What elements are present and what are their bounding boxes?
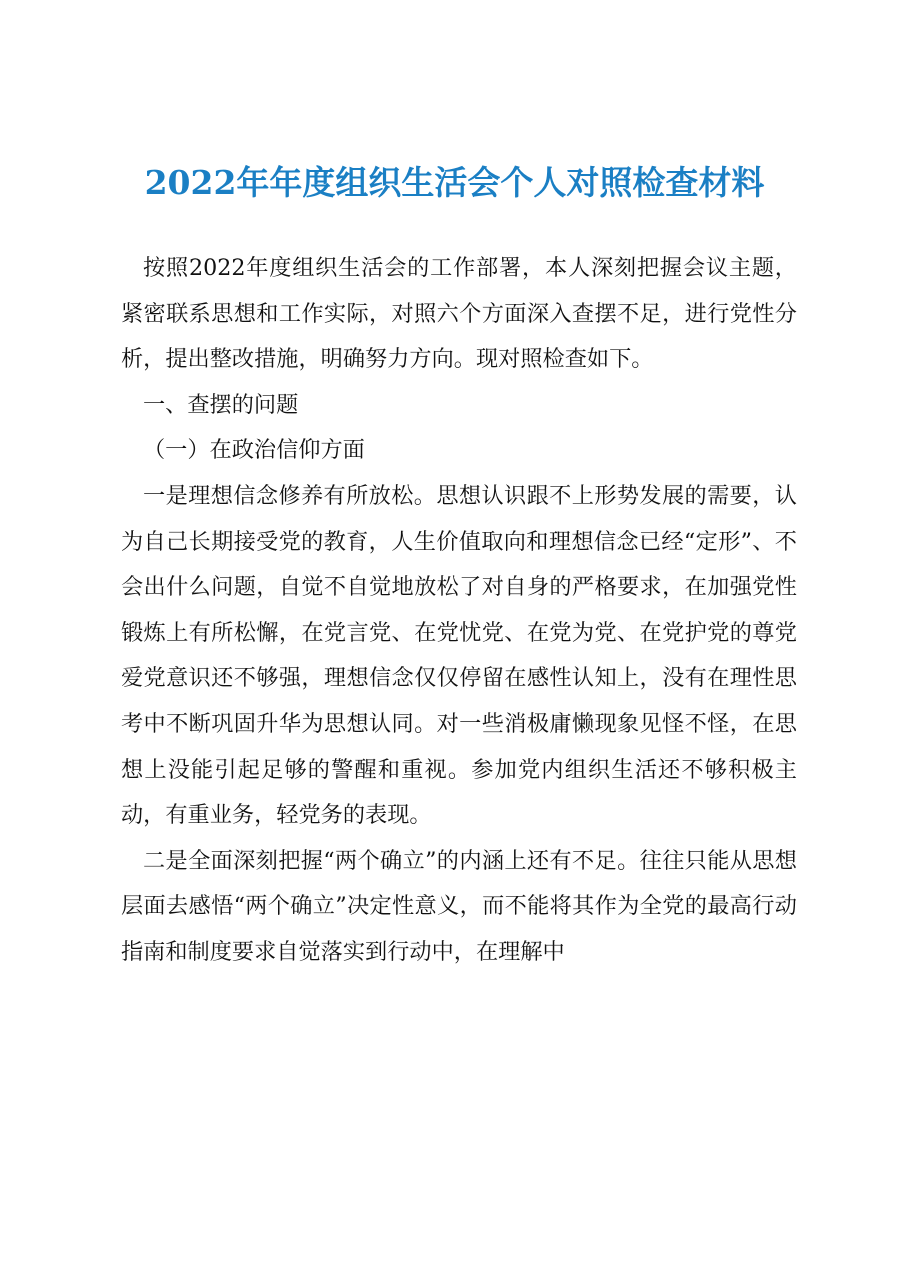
subsection-heading: （一）在政治信仰方面 (143, 437, 365, 464)
document-title: 2022年年度组织生活会个人对照检查材料 (144, 163, 765, 202)
intro-paragraph: 按照2022年度组织生活会的工作部署，本人深刻把握会议主题，紧密联系思想和工作实际，对照六个方面深入查摆不足，进行党性分析，提出整改措施，明确努力方向。现对照检查如下。 (121, 255, 797, 373)
document-body (121, 246, 797, 976)
body-paragraph: 二是全面深刻把握“两个确立”的内涵上还有不足。往往只能从思想层面去感悟“两个确立”决定性意义，而不能将其作为全党的最高行动指南和制度要求自觉落实到行动中，在理解中 (121, 847, 797, 965)
body-paragraph: 一是理想信念修养有所放松。思想认识跟不上形势发展的需要，认为自己长期接受党的教育，人生价值取向和理想信念已经“定形”、不会出什么问题，自觉不自觉地放松了对自身的严格要求，在加强党性锻炼上有所松懈，在党言党、在党忧党、在党为党、在党护党的尊党爱党意识还不够强，理想信念仅仅停留在感性认知上，没有在理性思考中不断巩固升华为思想认同。对一些消极庸懒现象见怪不怪，在思想上没能引起足够的警醒和重视。参加党内组织生活还不够积极主动，有重业务，轻党务的表现。 (121, 482, 797, 829)
section-heading: 一、查摆的问题 (143, 391, 299, 418)
